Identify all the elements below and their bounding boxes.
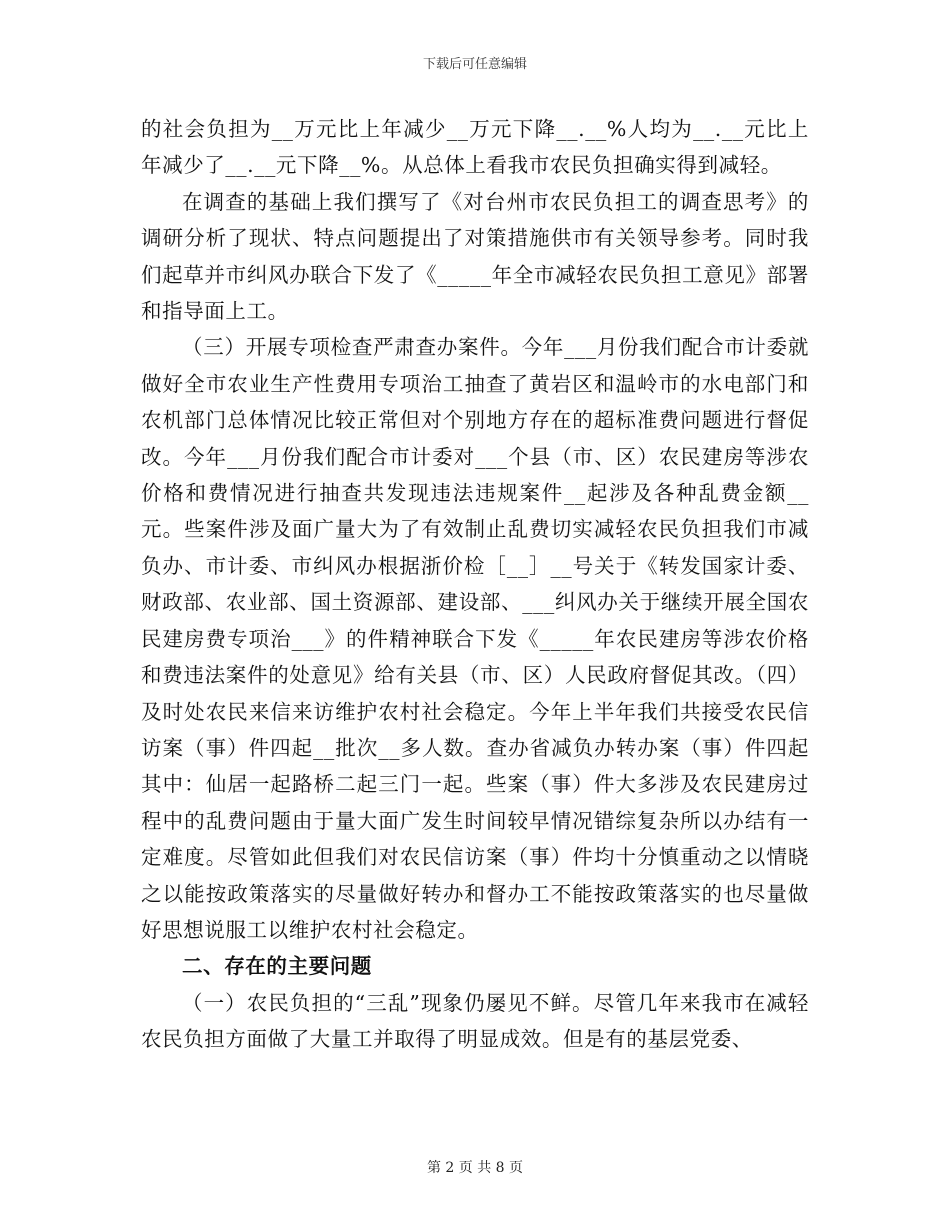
- document-body: [141, 111, 809, 1058]
- paragraph-problems: （一）农民负担的“三乱”现象仍屡见不鲜。尽管几年来我市在减轻农民负担方面做了大量工并取得了明显成效。但是有的基层党委、: [141, 990, 809, 1052]
- paragraph-inspection: （三）开展专项检查严肃查办案件。今年___月份我们配合市计委就做好全市农业生产性费用专项治工抽查了黄岩区和温岭市的水电部门和农机部门总体情况比较正常但对个别地方存在的超标准费问题进行督促改。今年___月份我们配合市计委对___个县（市、区）农民建房等涉农价格和费情况进行抽查共发现违法违规案件__起涉及各种乱费金额__元。些案件涉及面广量大为了有效制止乱费切实减轻农民负担我们市减负办、市计委、市纠风办根据浙价检［__］__号关于《转发国家计委、财政部、农业部、国土资源部、建设部、___纠风办关于继续开展全国农民建房费专项治___》的件精神联合下发《_____年农民建房等涉农价格和费违法案件的处意见》给有关县（市、区）人民政府督促其改。（四）及时处农民来信来访维护农村社会稳定。今年上半年我们共接受农民信访案（事）件四起__批次__多人数。查办省减负办转办案（事）件四起其中：仙居一起路桥二起三门一起。些案（事）件大多涉及农民建房过程中的乱费问题由于量大面广发生时间较早情况错综复杂所以办结有一定难度。尽管如此但我们对农民信访案（事）件均十分慎重动之以情晓之以能按政策落实的尽量做好转办和督办工不能按政策落实的也尽量做好思想说服工以维护农村社会稳定。: [141, 335, 809, 942]
- paragraph-continuation: 的社会负担为__万元比上年减少__万元下降__.__%人均为__.__元比上年减少了__.__元下降__%。从总体上看我市农民负担确实得到减轻。: [141, 117, 809, 178]
- page-footer: 第 2 页 共 8 页: [426, 1160, 524, 1176]
- page-header: 下载后可任意编辑: [422, 57, 527, 72]
- section-heading: 二、存在的主要问题: [182, 954, 372, 979]
- paragraph-research: 在调查的基础上我们撰写了《对台州市农民负担工的调查思考》的调研分析了现状、特点问题提出了对策措施供市有关领导参考。同时我们起草并市纠风办联合下发了《_____年全市减轻农民负担工意见》部署和指导面上工。: [141, 189, 809, 324]
